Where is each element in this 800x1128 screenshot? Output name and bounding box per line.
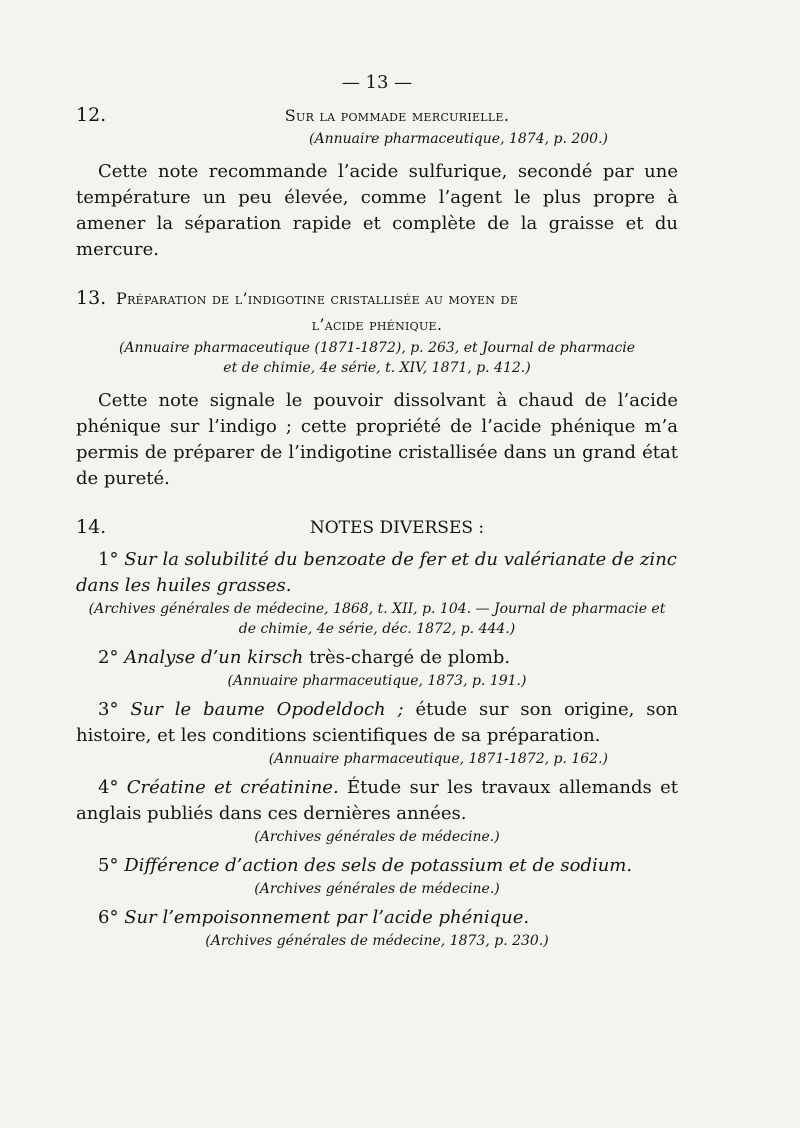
note-source-line1: (Archives générales de médecine.) <box>254 829 500 845</box>
entry-14 <box>76 514 678 951</box>
note-lead: 1° <box>98 549 125 570</box>
note-rest: Étude sur les travaux allemands et anglais publiés dans ces dernières années. <box>76 777 678 824</box>
note-italic: Analyse d’un kirsch <box>124 647 304 668</box>
entry-source-line2: et de chimie, 4e série, t. XIV, 1871, p. 412.) <box>223 360 531 376</box>
note-source-line1: (Archives générales de médecine, 1868, t. XII, p. 104. — Journal de pharmacie et <box>88 601 666 617</box>
note-italic: Créatine et créatinine. <box>126 777 339 798</box>
note-italic: Différence d’action des sels de potassium et de sodium. <box>124 855 633 876</box>
page-number: — 13 — <box>341 72 413 93</box>
note-item <box>76 853 678 879</box>
note-item <box>76 697 678 749</box>
entry-title: NOTES DIVERSES : <box>309 518 485 538</box>
entry-source: (Annuaire pharmaceutique, 1874, p. 200.) <box>309 131 608 147</box>
entry-title: Sur la pommade mercurielle. <box>284 106 510 125</box>
entry-13-heading <box>76 285 678 312</box>
entry-title-line1: Préparation de l’indigotine cristallisée au moyen de <box>116 289 519 308</box>
entry-12-heading <box>76 102 678 129</box>
entry-14-heading <box>76 514 678 541</box>
entry-source-line1: (Annuaire pharmaceutique (1871-1872), p. 263, et Journal de pharmacie <box>118 340 636 356</box>
entry-title-line2: l’acide phénique. <box>311 315 443 334</box>
entry-number: 13. <box>76 287 107 309</box>
note-item <box>76 645 678 671</box>
note-italic: Sur l’empoisonnement par l’acide phénique. <box>124 907 530 928</box>
note-source-line1: (Annuaire pharmaceutique, 1871-1872, p. 162.) <box>268 751 608 767</box>
note-item <box>76 547 678 599</box>
note-source-line2: de chimie, 4e série, déc. 1872, p. 444.) <box>238 621 516 637</box>
note-rest: étude sur son origine, son histoire, et les conditions scientifiques de sa préparation. <box>76 699 678 746</box>
note-italic: Sur le baume Opodeldoch ; <box>130 699 404 720</box>
note-source-line1: (Archives générales de médecine, 1873, p. 230.) <box>205 933 549 949</box>
entry-text: Cette note signale le pouvoir dissolvant à chaud de l’acide phénique sur l’indigo ; cette propriété de l’acide phénique m’a permis de préparer de l’indigotine cristallisée dans un grand état de pureté. <box>76 390 678 489</box>
note-italic: Sur la solubilité du benzoate de fer et du valérianate de zinc dans les huiles grasses. <box>76 549 677 596</box>
note-item <box>76 905 678 931</box>
note-item <box>76 775 678 827</box>
note-lead: 2° <box>98 647 125 668</box>
document-page <box>76 70 678 951</box>
entry-text: Cette note recommande l’acide sulfurique, secondé par une température un peu élevée, comme l’agent le plus propre à amener la séparation rapide et complète de la graisse et du mercure. <box>76 161 678 260</box>
note-lead: 3° <box>98 699 131 720</box>
note-lead: 4° <box>98 777 127 798</box>
entry-number: 14. <box>76 516 107 538</box>
note-lead: 5° <box>98 855 125 876</box>
note-source-line1: (Archives générales de médecine.) <box>254 881 500 897</box>
note-lead: 6° <box>98 907 125 928</box>
entry-13 <box>76 285 678 492</box>
entry-number: 12. <box>76 104 107 126</box>
note-source-line1: (Annuaire pharmaceutique, 1873, p. 191.) <box>227 673 527 689</box>
note-rest: très-chargé de plomb. <box>303 647 511 668</box>
